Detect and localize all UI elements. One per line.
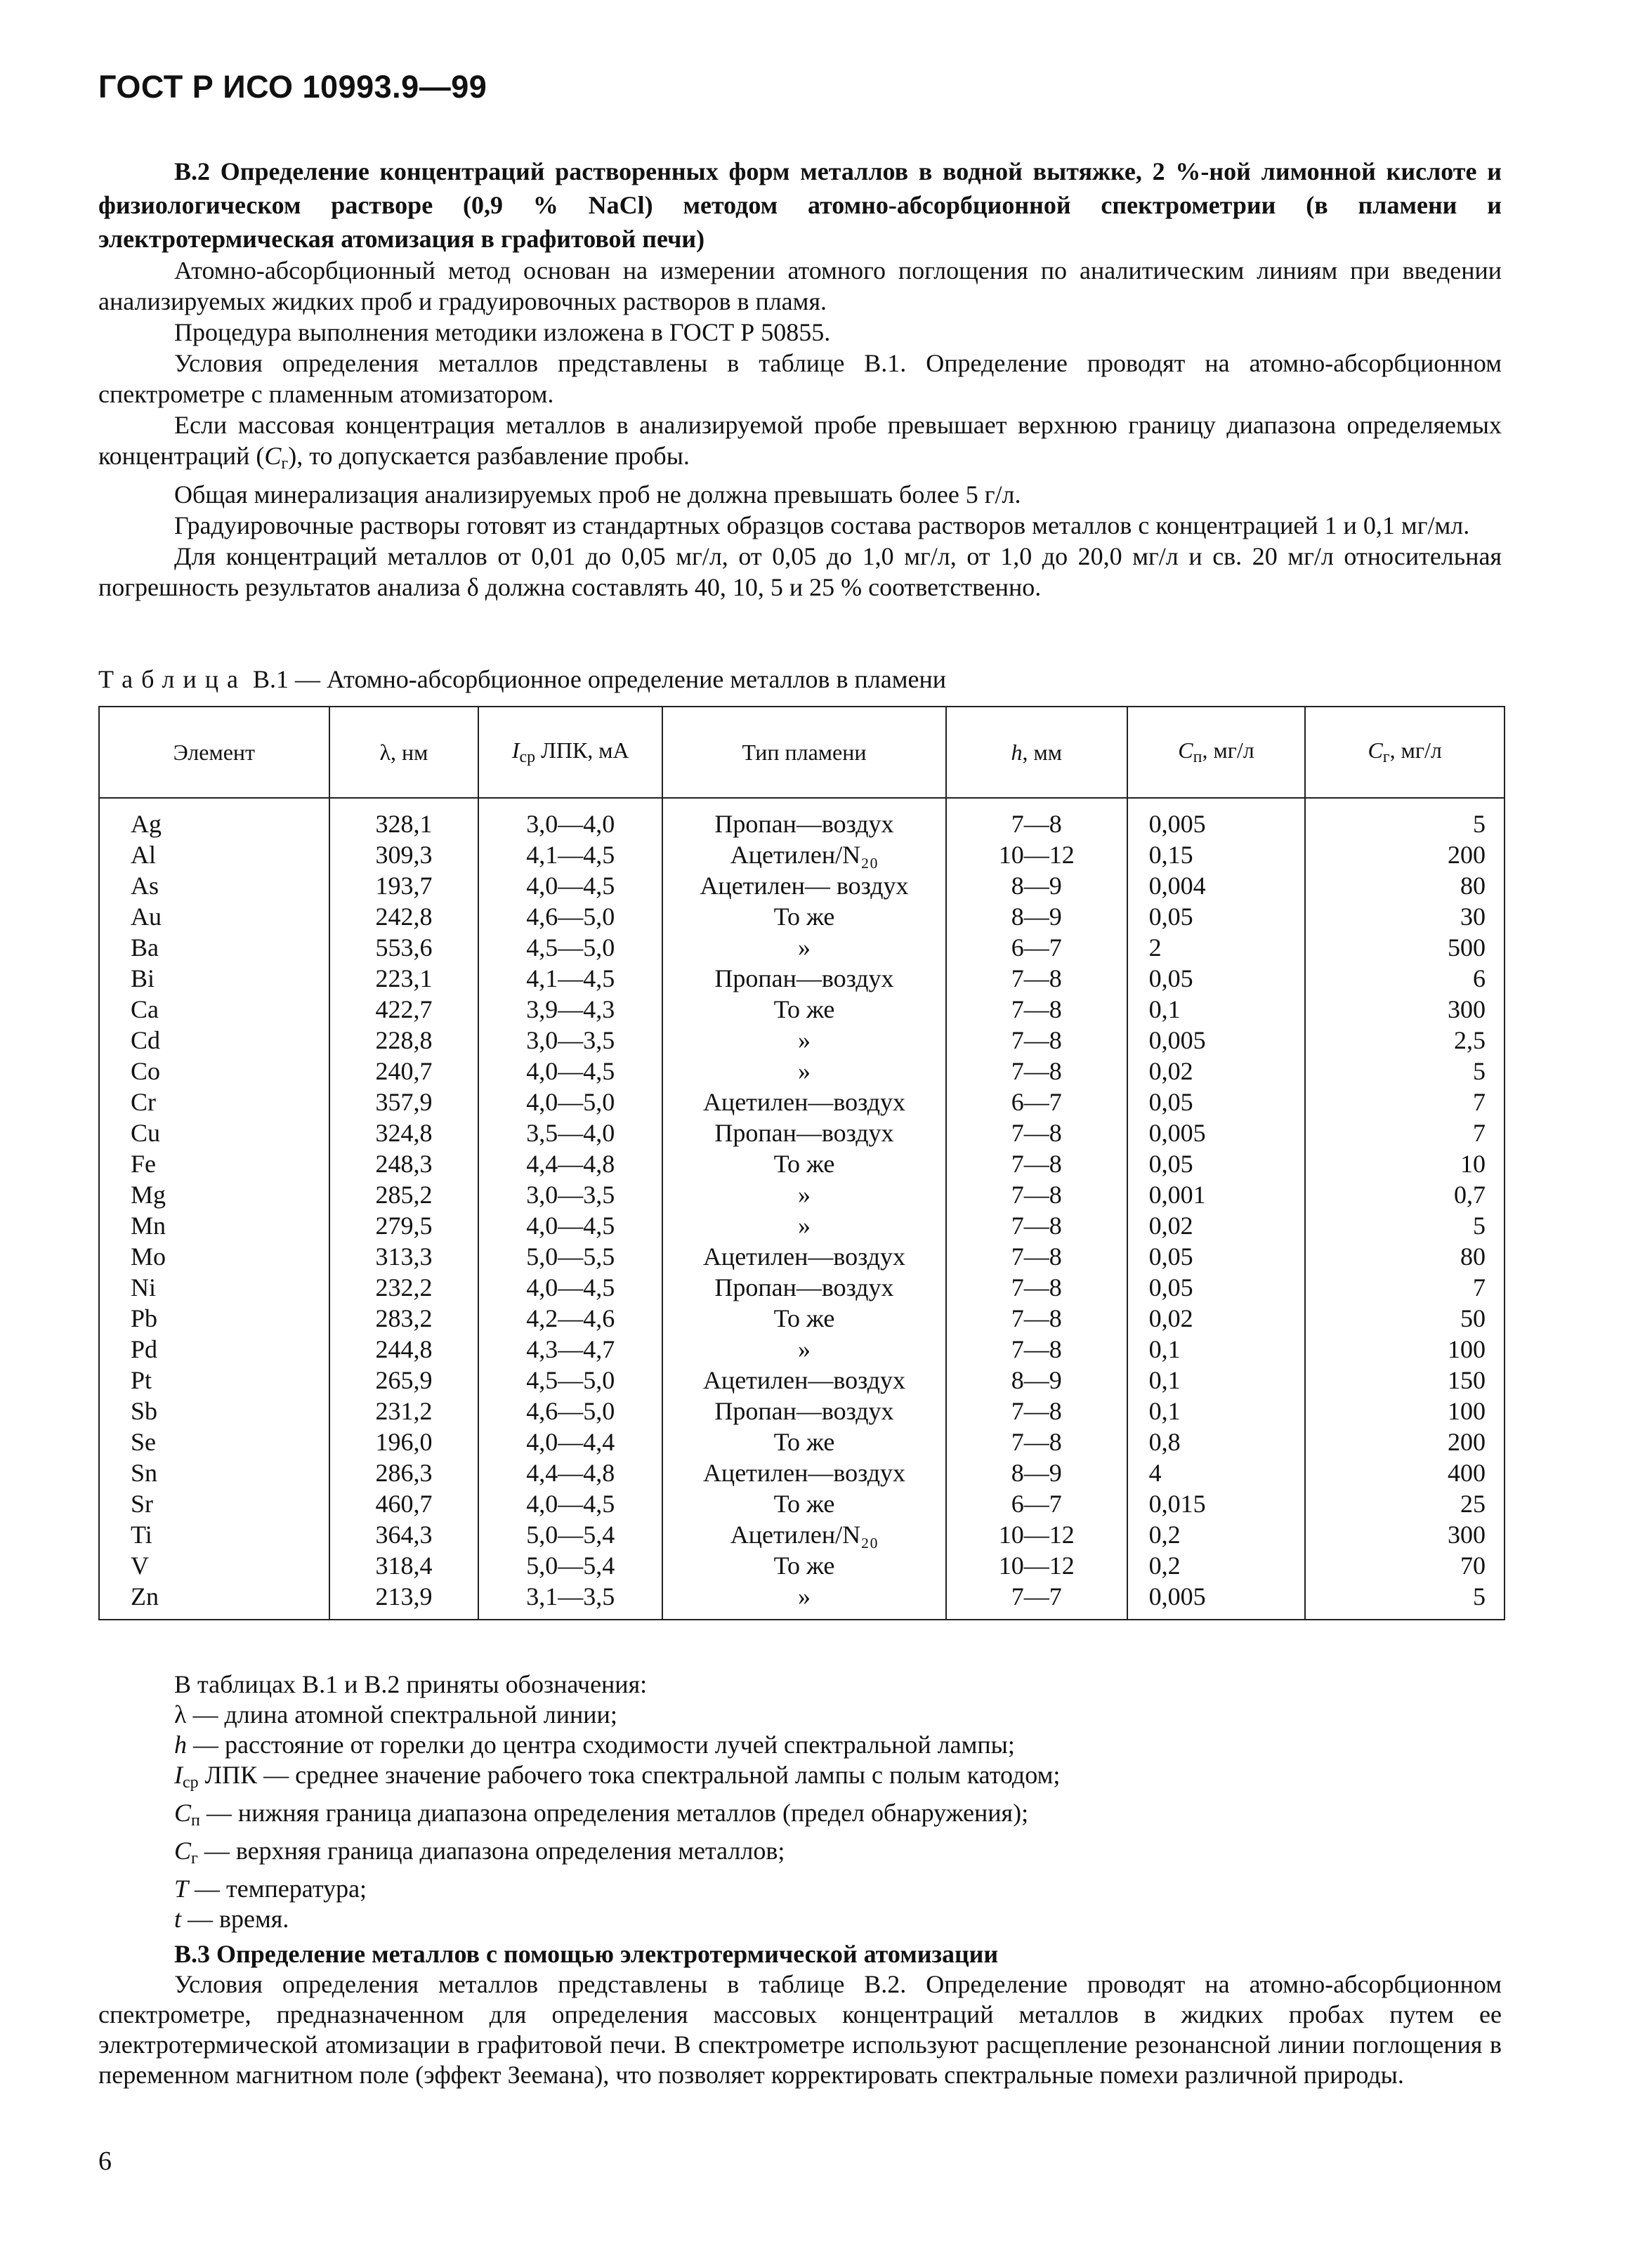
cell-cp: 0,05	[1127, 1087, 1306, 1117]
cell-cp: 0,1	[1127, 1365, 1306, 1396]
cell-current: 5,0—5,5	[478, 1241, 662, 1272]
cell-current: 4,0—4,4	[478, 1426, 662, 1457]
cell-lambda: 553,6	[329, 932, 479, 963]
cell-cp: 0,004	[1127, 870, 1306, 901]
cell-h: 7—8	[946, 1179, 1127, 1210]
cell-cp: 0,1	[1127, 994, 1306, 1025]
section-b3-body	[98, 1969, 1502, 2090]
cell-cp: 0,02	[1127, 1056, 1306, 1087]
cell-cg: 7	[1305, 1087, 1504, 1117]
metals-flame-table	[98, 706, 1505, 1620]
cell-h: 7—8	[946, 1303, 1127, 1334]
cell-current: 4,0—5,0	[478, 1087, 662, 1117]
cell-element: Cd	[99, 1025, 329, 1056]
cell-cg: 70	[1305, 1550, 1504, 1581]
header-h: h, мм	[946, 707, 1127, 798]
table-row	[99, 1272, 1504, 1303]
cell-cg: 100	[1305, 1396, 1504, 1426]
header-flame: Тип пламени	[662, 707, 946, 798]
cell-cg: 100	[1305, 1334, 1504, 1365]
cell-flame-type: »	[662, 1581, 946, 1620]
cell-lambda: 313,3	[329, 1241, 479, 1272]
cell-element: Au	[99, 901, 329, 932]
cell-cg: 0,7	[1305, 1179, 1504, 1210]
cell-lambda: 279,5	[329, 1210, 479, 1241]
cell-h: 7—8	[946, 1117, 1127, 1148]
cell-h: 10—12	[946, 839, 1127, 870]
cell-cg: 80	[1305, 870, 1504, 901]
cell-flame-type: Ацетилен/N₂₀	[662, 1519, 946, 1550]
legend-lambda: λ — длина атомной спектральной линии;	[174, 1700, 617, 1729]
cell-lambda: 248,3	[329, 1148, 479, 1179]
table-caption-text: В.1 — Атомно-абсорбционное определение металлов в пламени	[252, 665, 947, 693]
cell-cg: 25	[1305, 1488, 1504, 1519]
cell-current: 4,2—4,6	[478, 1303, 662, 1334]
cell-cg: 80	[1305, 1241, 1504, 1272]
cell-element: Mg	[99, 1179, 329, 1210]
cell-flame-type: »	[662, 932, 946, 963]
cell-lambda: 364,3	[329, 1519, 479, 1550]
cell-cg: 200	[1305, 1426, 1504, 1457]
cell-current: 4,5—5,0	[478, 1365, 662, 1396]
cell-lambda: 228,8	[329, 1025, 479, 1056]
cell-cp: 0,05	[1127, 1148, 1306, 1179]
cell-element: Zn	[99, 1581, 329, 1620]
table-row	[99, 1241, 1504, 1272]
table-row	[99, 1550, 1504, 1581]
cell-lambda: 265,9	[329, 1365, 479, 1396]
cell-h: 6—7	[946, 932, 1127, 963]
cell-element: Cu	[99, 1117, 329, 1148]
legend-h: h — расстояние от горелки до центра сходимости лучей спектральной лампы;	[174, 1731, 1015, 1759]
cell-h: 7—8	[946, 798, 1127, 839]
cell-h: 8—9	[946, 901, 1127, 932]
cell-current: 4,6—5,0	[478, 901, 662, 932]
table-row	[99, 1025, 1504, 1056]
cell-cg: 5	[1305, 1056, 1504, 1087]
cell-flame-type: »	[662, 1025, 946, 1056]
cell-flame-type: Пропан—воздух	[662, 1117, 946, 1148]
header-lambda: λ, нм	[329, 707, 479, 798]
table-row	[99, 1334, 1504, 1365]
document-header: ГОСТ Р ИСО 10993.9—99	[98, 69, 487, 105]
cell-element: Mo	[99, 1241, 329, 1272]
cell-cg: 50	[1305, 1303, 1504, 1334]
cell-lambda: 232,2	[329, 1272, 479, 1303]
cell-flame-type: Ацетилен—воздух	[662, 1087, 946, 1117]
cell-element: Mn	[99, 1210, 329, 1241]
cell-cg: 5	[1305, 798, 1504, 839]
page-number: 6	[98, 2146, 112, 2176]
cell-h: 7—8	[946, 1426, 1127, 1457]
table-row	[99, 1056, 1504, 1087]
cell-cg: 5	[1305, 1581, 1504, 1620]
cell-lambda: 244,8	[329, 1334, 479, 1365]
table-row	[99, 1581, 1504, 1620]
cell-current: 3,9—4,3	[478, 994, 662, 1025]
legend-cg: $C_г$ — верхняя граница диапазона определения металлов;	[174, 1837, 785, 1868]
table-caption	[98, 664, 946, 695]
cell-element: V	[99, 1550, 329, 1581]
cell-element: Bi	[99, 963, 329, 994]
cell-current: 4,6—5,0	[478, 1396, 662, 1426]
cell-cp: 2	[1127, 932, 1306, 963]
table-row	[99, 1210, 1504, 1241]
cell-cp: 0,05	[1127, 963, 1306, 994]
cell-h: 10—12	[946, 1550, 1127, 1581]
cell-lambda: 357,9	[329, 1087, 479, 1117]
cell-h: 7—7	[946, 1581, 1127, 1620]
legend-temperature: T — температура;	[174, 1875, 367, 1903]
cell-h: 7—8	[946, 1056, 1127, 1087]
cell-lambda: 223,1	[329, 963, 479, 994]
cell-element: Ca	[99, 994, 329, 1025]
cell-cp: 0,8	[1127, 1426, 1306, 1457]
paragraph: Общая минерализация анализируемых проб не должна превышать более 5 г/л.	[174, 480, 1021, 509]
cell-lambda: 286,3	[329, 1457, 479, 1488]
table-row	[99, 1087, 1504, 1117]
cell-flame-type: Ацетилен/N₂₀	[662, 839, 946, 870]
cell-current: 4,1—4,5	[478, 839, 662, 870]
cell-lambda: 283,2	[329, 1303, 479, 1334]
table-row	[99, 963, 1504, 994]
paragraph: Атомно-абсорбционный метод основан на измерении атомного поглощения по аналитическим линиям при введении анализируемых жидких проб и градуировочных растворов в пламя.	[98, 256, 1502, 315]
cell-lambda: 324,8	[329, 1117, 479, 1148]
cell-element: Co	[99, 1056, 329, 1087]
cell-flame-type: Ацетилен— воздух	[662, 870, 946, 901]
cell-current: 3,1—3,5	[478, 1581, 662, 1620]
cell-cp: 0,005	[1127, 1117, 1306, 1148]
cell-element: Al	[99, 839, 329, 870]
cell-lambda: 285,2	[329, 1179, 479, 1210]
table-row	[99, 994, 1504, 1025]
cell-cp: 0,02	[1127, 1210, 1306, 1241]
section-b3-title: В.3 Определение металлов с помощью электротермической атомизации	[174, 1940, 999, 1968]
cell-flame-type: Пропан—воздух	[662, 1396, 946, 1426]
table-row	[99, 1396, 1504, 1426]
cell-cp: 0,015	[1127, 1488, 1306, 1519]
cell-current: 4,0—4,5	[478, 1488, 662, 1519]
cell-current: 4,0—4,5	[478, 1210, 662, 1241]
legend-block	[174, 1670, 1060, 1934]
cell-current: 4,5—5,0	[478, 932, 662, 963]
table-row	[99, 798, 1504, 839]
table-row	[99, 1488, 1504, 1519]
cell-element: Sn	[99, 1457, 329, 1488]
cell-h: 7—8	[946, 994, 1127, 1025]
legend-current: $I_{ср}$ ЛПК — среднее значение рабочего тока спектральной лампы с полым катодом;	[174, 1761, 1061, 1792]
cell-cg: 2,5	[1305, 1025, 1504, 1056]
table-row	[99, 839, 1504, 870]
cell-h: 7—8	[946, 1241, 1127, 1272]
cell-cp: 0,15	[1127, 839, 1306, 870]
cell-cp: 0,005	[1127, 1581, 1306, 1620]
cell-flame-type: Пропан—воздух	[662, 1272, 946, 1303]
table-row	[99, 1519, 1504, 1550]
cell-cp: 0,02	[1127, 1303, 1306, 1334]
cell-h: 6—7	[946, 1087, 1127, 1117]
paragraph: Если массовая концентрация металлов в анализируемой пробе превышает верхнюю границу диапазона определяемых концентраций $(C_г)$, то допускается разбавление пробы.	[98, 411, 1502, 473]
cell-element: Ni	[99, 1272, 329, 1303]
cell-cg: 300	[1305, 1519, 1504, 1550]
legend-time: t — время.	[174, 1905, 289, 1933]
cell-current: 3,0—4,0	[478, 798, 662, 839]
cell-h: 7—8	[946, 1025, 1127, 1056]
cell-current: 4,3—4,7	[478, 1334, 662, 1365]
cell-element: Ag	[99, 798, 329, 839]
cell-h: 7—8	[946, 963, 1127, 994]
cell-flame-type: Ацетилен—воздух	[662, 1365, 946, 1396]
cell-lambda: 309,3	[329, 839, 479, 870]
cell-lambda: 193,7	[329, 870, 479, 901]
header-current: $I_{ср}$ ЛПК, мА	[478, 707, 662, 798]
cell-cg: 7	[1305, 1117, 1504, 1148]
table-row	[99, 1303, 1504, 1334]
cell-lambda: 196,0	[329, 1426, 479, 1457]
cell-lambda: 318,4	[329, 1550, 479, 1581]
cell-current: 3,0—3,5	[478, 1025, 662, 1056]
cell-cp: 0,05	[1127, 1241, 1306, 1272]
cell-current: 4,0—4,5	[478, 1056, 662, 1087]
cell-lambda: 231,2	[329, 1396, 479, 1426]
cell-h: 7—8	[946, 1148, 1127, 1179]
cell-flame-type: То же	[662, 1426, 946, 1457]
cell-flame-type: »	[662, 1334, 946, 1365]
paragraph: Процедура выполнения методики изложена в ГОСТ Р 50855.	[174, 318, 831, 346]
cell-cp: 4	[1127, 1457, 1306, 1488]
cell-cg: 7	[1305, 1272, 1504, 1303]
cell-flame-type: »	[662, 1210, 946, 1241]
header-cg: $C_г$, мг/л	[1305, 707, 1504, 798]
cell-cg: 400	[1305, 1457, 1504, 1488]
cell-flame-type: То же	[662, 1303, 946, 1334]
cell-current: 4,4—4,8	[478, 1457, 662, 1488]
cell-h: 7—8	[946, 1396, 1127, 1426]
paragraph: Для концентраций металлов от 0,01 до 0,05 мг/л, от 0,05 до 1,0 мг/л, от 1,0 до 20,0 мг/л и св. 20 мг/л относительная погрешность результатов анализа δ должна составлять 40, 10, 5 и 25 % соответственно.	[98, 542, 1502, 601]
cell-element: Pt	[99, 1365, 329, 1396]
table-row	[99, 1426, 1504, 1457]
table-row	[99, 1179, 1504, 1210]
table-row	[99, 901, 1504, 932]
table-row	[99, 870, 1504, 901]
paragraph: Условия определения металлов представлены в таблице В.2. Определение проводят на атомно-абсорбционном спектрометре, предназначенном для определения массовых концентраций металлов в жидких пробах путем ее электротермической атомизации в графитовой печи. В спектрометре используют расщепление резонансной линии поглощения в переменном магнитном поле (эффект Зеемана), что позволяет корректировать спектральные помехи различной природы.	[98, 1970, 1502, 2089]
cell-cp: 0,005	[1127, 1025, 1306, 1056]
cell-element: Ba	[99, 932, 329, 963]
cell-flame-type: Ацетилен—воздух	[662, 1241, 946, 1272]
cell-cp: 0,1	[1127, 1334, 1306, 1365]
cell-flame-type: »	[662, 1179, 946, 1210]
cell-flame-type: То же	[662, 1148, 946, 1179]
cell-current: 4,0—4,5	[478, 1272, 662, 1303]
cell-cp: 0,001	[1127, 1179, 1306, 1210]
cell-lambda: 328,1	[329, 798, 479, 839]
cell-flame-type: То же	[662, 994, 946, 1025]
cell-lambda: 213,9	[329, 1581, 479, 1620]
table-row	[99, 1117, 1504, 1148]
cell-lambda: 460,7	[329, 1488, 479, 1519]
paragraph: Условия определения металлов представлены в таблице В.1. Определение проводят на атомно-абсорбционном спектрометре с пламенным атомизатором.	[98, 349, 1502, 408]
cell-cp: 0,005	[1127, 798, 1306, 839]
cell-cg: 5	[1305, 1210, 1504, 1241]
cell-flame-type: »	[662, 1056, 946, 1087]
table-row	[99, 1365, 1504, 1396]
cell-cg: 30	[1305, 901, 1504, 932]
cell-lambda: 422,7	[329, 994, 479, 1025]
cell-h: 8—9	[946, 1365, 1127, 1396]
cell-cg: 6	[1305, 963, 1504, 994]
legend-intro: В таблицах В.1 и В.2 приняты обозначения:	[174, 1670, 648, 1698]
cell-flame-type: То же	[662, 1550, 946, 1581]
cell-element: Se	[99, 1426, 329, 1457]
cell-h: 8—9	[946, 1457, 1127, 1488]
cell-h: 7—8	[946, 1210, 1127, 1241]
cell-cg: 300	[1305, 994, 1504, 1025]
table-header-row	[99, 707, 1504, 798]
cell-flame-type: То же	[662, 901, 946, 932]
cell-flame-type: Пропан—воздух	[662, 798, 946, 839]
table-caption-label: Таблица	[98, 665, 247, 693]
cell-element: Pb	[99, 1303, 329, 1334]
cell-element: As	[99, 870, 329, 901]
cell-current: 5,0—5,4	[478, 1550, 662, 1581]
table-row	[99, 1148, 1504, 1179]
cell-cp: 0,05	[1127, 901, 1306, 932]
cell-cg: 200	[1305, 839, 1504, 870]
cell-element: Cr	[99, 1087, 329, 1117]
cell-current: 3,5—4,0	[478, 1117, 662, 1148]
cell-lambda: 240,7	[329, 1056, 479, 1087]
cell-current: 4,4—4,8	[478, 1148, 662, 1179]
cell-cg: 10	[1305, 1148, 1504, 1179]
cell-flame-type: То же	[662, 1488, 946, 1519]
cell-flame-type: Ацетилен—воздух	[662, 1457, 946, 1488]
table-row	[99, 932, 1504, 963]
legend-cp: $C_п$ — нижняя граница диапазона определения металлов (предел обнаружения);	[174, 1799, 1029, 1830]
section-b2-title: В.2 Определение концентраций растворенных форм металлов в водной вытяжке, 2 %-ной лимонной кислоте и физиологическом растворе (0,9 % NaCl) методом атомно-абсорбционной спектрометрии (в пламени и электротермическая атомизация в графитовой печи)	[98, 157, 1502, 253]
cell-cg: 500	[1305, 932, 1504, 963]
cell-h: 7—8	[946, 1272, 1127, 1303]
cell-current: 5,0—5,4	[478, 1519, 662, 1550]
cell-h: 6—7	[946, 1488, 1127, 1519]
cell-flame-type: Пропан—воздух	[662, 963, 946, 994]
cell-cp: 0,05	[1127, 1272, 1306, 1303]
cell-h: 8—9	[946, 870, 1127, 901]
cell-element: Sr	[99, 1488, 329, 1519]
cell-h: 7—8	[946, 1334, 1127, 1365]
section-b2-body	[98, 255, 1502, 603]
cell-current: 3,0—3,5	[478, 1179, 662, 1210]
cell-h: 10—12	[946, 1519, 1127, 1550]
cell-cp: 0,2	[1127, 1550, 1306, 1581]
header-cp: $C_п$, мг/л	[1127, 707, 1306, 798]
cell-lambda: 242,8	[329, 901, 479, 932]
cell-element: Fe	[99, 1148, 329, 1179]
cell-element: Pd	[99, 1334, 329, 1365]
cell-element: Ti	[99, 1519, 329, 1550]
header-element: Элемент	[99, 707, 329, 798]
cell-cp: 0,1	[1127, 1396, 1306, 1426]
table-row	[99, 1457, 1504, 1488]
cell-cp: 0,2	[1127, 1519, 1306, 1550]
table-body	[99, 798, 1504, 1620]
paragraph: Градуировочные растворы готовят из стандартных образцов состава растворов металлов с концентрацией 1 и 0,1 мг/мл.	[174, 511, 1470, 539]
cell-current: 4,1—4,5	[478, 963, 662, 994]
cell-current: 4,0—4,5	[478, 870, 662, 901]
cell-cg: 150	[1305, 1365, 1504, 1396]
cell-element: Sb	[99, 1396, 329, 1426]
